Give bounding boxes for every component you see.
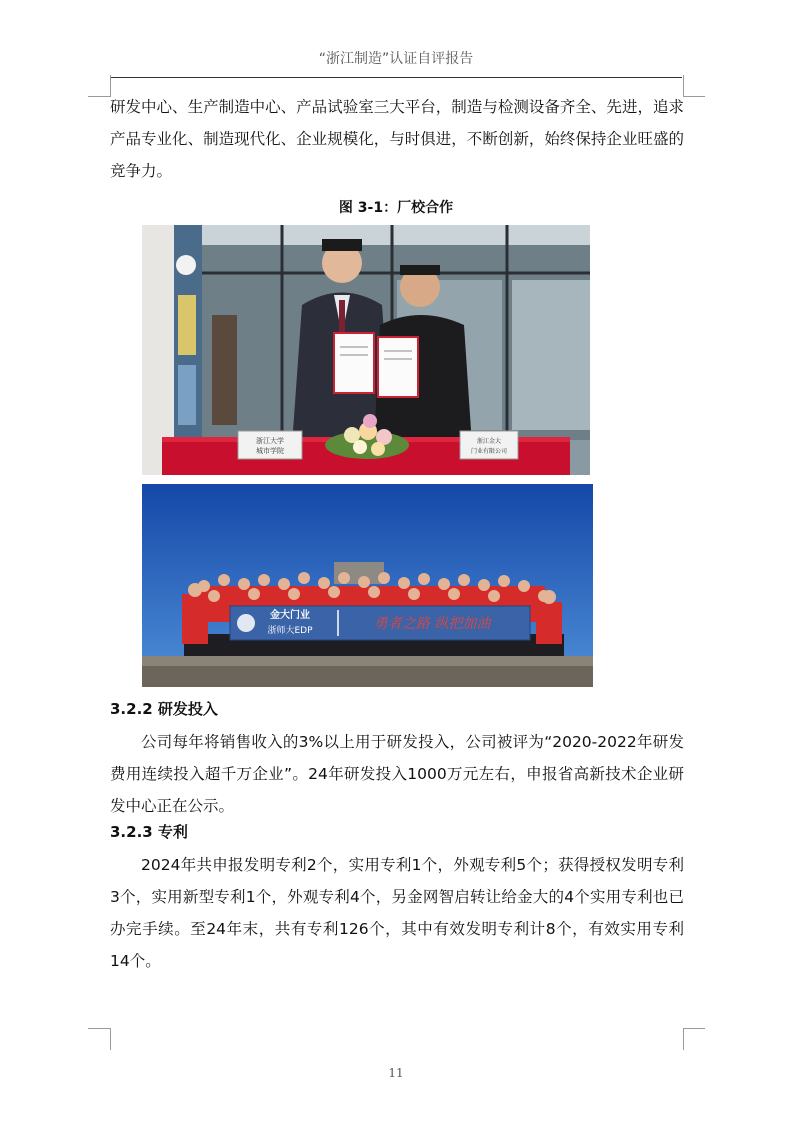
page-header-title: “浙江制造”认证自评报告 [318,51,474,67]
page-number: 11 [388,1066,404,1080]
placard-left-line1: 浙江大学 [256,437,284,445]
section-rd-investment [110,694,684,822]
banner-logo-line2: 浙师大EDP [267,626,313,636]
crop-mark-top-right-h [683,96,705,97]
figure-caption: 图 3-1：厂校合作 [338,200,454,216]
crop-mark-bottom-right [683,1028,706,1050]
header-rule [110,77,682,78]
crop-mark-top-right [683,75,706,97]
patents-paragraph: 2024年共申报发明专利2个，实用专利1个，外观专利5个；获得授权发明专利3个，实用新型专利1个，外观专利4个，另金网智启转让给金大的4个实用专利也已办完手续。至24年末，共有专利126个，其中有效发明专利计8个，有效实用专利14个。 [110,856,684,970]
intro-paragraph: 研发中心、生产制造中心、产品试验室三大平台，制造与检测设备齐全、先进，追求产品专业化、制造现代化、企业规模化，与时俱进，不断创新，始终保持企业旺盛的竞争力。 [110,98,684,180]
intro-block [110,91,684,187]
photo-group-banner [142,484,593,687]
section-heading-rd-investment: 3.2.2 研发投入 [110,700,218,718]
placard-left-line2: 城市学院 [256,447,284,455]
crop-mark-top-left [88,75,111,97]
crop-mark-bottom-left-h [88,1028,110,1029]
placard-right-line1: 浙江金大 [476,438,502,445]
crop-mark-bottom-right-h [683,1028,705,1029]
section-heading-patents: 3.2.3 专利 [110,823,188,841]
signing-ceremony-illustration [142,225,590,475]
rd-investment-paragraph: 公司每年将销售收入的3%以上用于研发投入，公司被评为“2020-2022年研发费用连续投入超千万企业”。24年研发投入1000万元左右，申报省高新技术企业研发中心正在公示。 [110,733,684,815]
crop-mark-top-left-h [88,96,110,97]
placard-right-line2: 门业有限公司 [470,448,508,455]
crop-mark-bottom-left [88,1028,111,1050]
group-photo-illustration [142,484,593,687]
banner-slogan: 勇者之路 纵把加油 [373,616,491,632]
section-patents [110,817,684,977]
banner-logo-line1: 金大门业 [270,610,310,621]
photo-signing-ceremony [142,225,590,475]
